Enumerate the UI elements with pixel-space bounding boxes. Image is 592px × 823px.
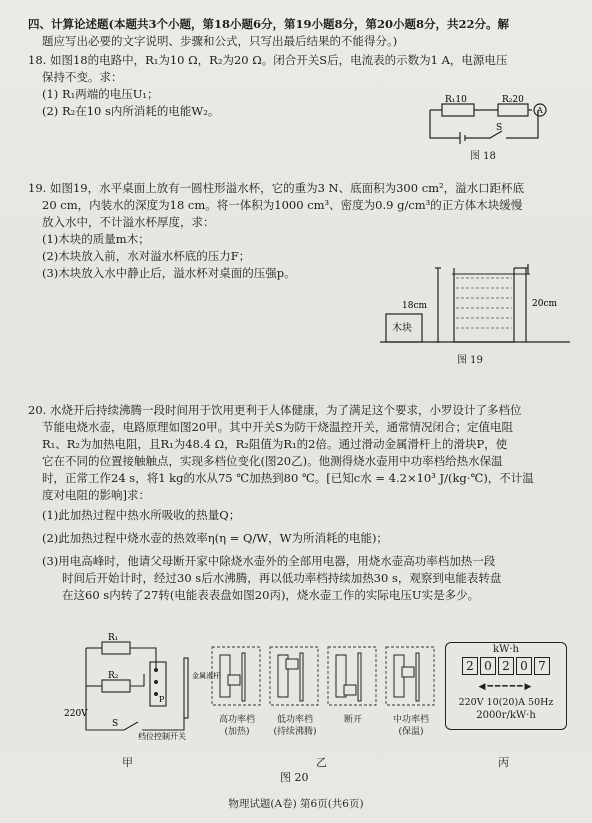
gear-name: 中功率档 bbox=[392, 715, 429, 725]
fig19-20cm-label: 20cm bbox=[532, 299, 558, 309]
q19-line1: 19. 如图19，水平桌面上放有一圆柱形溢水杯，它的重为3 N、底面积为300 cm²，溢水口距杯底 bbox=[28, 181, 525, 195]
q19-sub1: (1)木块的质量m木； bbox=[42, 232, 150, 246]
q20-sub2: (2)此加热过程中烧水壶的热效率η(η = Q/W，W为所消耗的电能)； bbox=[42, 531, 388, 545]
q18-sub2: (2) R₂在10 s内所消耗的电能W₂。 bbox=[42, 104, 220, 118]
figure-19-caption: 图 19 bbox=[457, 355, 483, 366]
q20-line2: 节能电烧水壶，电路原理如图20甲。其中开关S为防干烧温控开关，通常情况闭合；定值电阻 bbox=[42, 420, 514, 434]
fig18-r1-label: R₁10 bbox=[445, 95, 467, 105]
meter-digit: 0 bbox=[480, 657, 496, 675]
fig20-r1-label: R₁ bbox=[108, 633, 119, 643]
fig18-r2-label: R₂20 bbox=[502, 95, 524, 105]
figure-20-caption: 图 20 bbox=[280, 771, 309, 784]
meter-digit: 2 bbox=[498, 657, 514, 675]
q20-sub1: (1)此加热过程中热水所吸收的热量Q； bbox=[42, 508, 241, 522]
figure-20-bing-meter bbox=[445, 642, 567, 730]
gear-name: 高功率档 bbox=[218, 715, 255, 725]
fig20-s-label: S bbox=[112, 719, 119, 729]
gear-label bbox=[208, 714, 266, 738]
meter-unit: kW·h bbox=[493, 644, 519, 655]
q20-line3: R₁、R₂为加热电阻，且R₁为48.4 Ω，R₂阻值为R₁的2倍。通过滑动金属滑杆上的滑块P，使 bbox=[42, 437, 508, 451]
fig20-r2-label: R₂ bbox=[108, 671, 119, 681]
meter-spec: 220V 10(20)A 50Hz bbox=[458, 697, 554, 708]
q19-line3: 放入水中，不计溢水杯厚度，求： bbox=[42, 215, 215, 229]
gear-slider-p bbox=[402, 667, 414, 677]
meter-digits bbox=[446, 657, 566, 675]
fig20-switch-label: 档位控制开关 bbox=[138, 732, 186, 741]
gear-labels bbox=[208, 714, 440, 750]
q20-line5: 时，正常工作24 s，将1 kg的水从75 ℃加热到80 ℃。[已知c水 = 4.2×10³ J/(kg·℃)，不计温 bbox=[42, 471, 534, 485]
fig20-p-label: P bbox=[159, 695, 165, 704]
q18-line1: 18. 如图18的电路中，R₁为10 Ω，R₂为20 Ω。闭合开关S后，电流表的示数为1 A，电源电压 bbox=[28, 53, 508, 67]
gear-slider-p bbox=[344, 685, 356, 695]
q20-sub3a: (3)用电高峰时，他请父母断开家中除烧水壶外的全部用电器，用烧水壶高功率档加热一段 bbox=[42, 554, 496, 568]
gear-diagrams bbox=[208, 645, 440, 709]
gear-slider-bar bbox=[300, 653, 303, 701]
figure-20-jia-circuit bbox=[64, 633, 220, 741]
q19-sub3: (3)木块放入水中静止后，溢水杯对桌面的压强p。 bbox=[42, 266, 296, 280]
q20-sub3c: 在这60 s内转了27转(电能表表盘如图20丙)，烧水壶工作的实际电压U实是多少。 bbox=[62, 588, 480, 602]
gear-slider-bar bbox=[416, 653, 419, 701]
figure-20-yi-gears bbox=[208, 645, 440, 745]
label-yi: 乙 bbox=[316, 756, 327, 769]
section-heading bbox=[28, 16, 562, 50]
fig18-ammeter-label: A bbox=[537, 106, 543, 115]
section-title-cont: 题应写出必要的文字说明、步骤和公式，只写出最后结果的不能得分。) bbox=[42, 34, 398, 48]
section-title: 四、计算论述题(本题共3个小题，第18小题6分，第19小题8分，第20小题8分，共22分。解 bbox=[28, 17, 509, 31]
label-jia: 甲 bbox=[122, 756, 133, 769]
gear-box bbox=[328, 647, 376, 705]
gear-name: 断开 bbox=[343, 715, 362, 725]
gear-slider-bar bbox=[242, 653, 245, 701]
fig20-220v-label: 220V bbox=[64, 709, 88, 719]
gear-note: (保温) bbox=[398, 727, 424, 737]
page-footer: 物理试题(A卷) 第6页(共6页) bbox=[228, 798, 364, 810]
meter-disc-icon: ◀━━━━━▶ bbox=[478, 682, 534, 692]
gear-slider-p bbox=[286, 659, 298, 669]
figure-19-overflow-cup bbox=[380, 238, 570, 350]
question-20 bbox=[28, 402, 562, 604]
q20-sub3b: 时间后开始计时，经过30 s后水沸腾，再以低功率档持续加热30 s，观察到电能表转盘 bbox=[62, 571, 502, 585]
q18-sub1: (1) R₁两端的电压U₁； bbox=[42, 87, 159, 101]
label-bing: 丙 bbox=[498, 756, 509, 769]
meter-digit: 7 bbox=[534, 657, 550, 675]
fig20-slider-label: 金属滑杆 bbox=[192, 672, 220, 680]
gear-label bbox=[266, 714, 324, 738]
gear-name: 低功率档 bbox=[276, 715, 313, 725]
gear-label bbox=[324, 714, 382, 726]
gear-slider-p bbox=[228, 675, 240, 685]
meter-digit: 2 bbox=[462, 657, 478, 675]
fig19-18cm-label: 18cm bbox=[402, 301, 428, 311]
fig18-switch-label: S bbox=[496, 123, 503, 133]
figure-18-circuit bbox=[420, 88, 560, 148]
q20-line4: 它在不同的位置接触触点，实现多档位变化(图20乙)。他测得烧水壶用中功率档给热水保温 bbox=[42, 454, 503, 468]
gear-box bbox=[270, 647, 318, 705]
meter-digit: 0 bbox=[516, 657, 532, 675]
q19-sub2: (2)木块放入前，水对溢水杯底的压力F； bbox=[42, 249, 251, 263]
meter-rate: 2000r/kW·h bbox=[476, 710, 536, 721]
figure-18-caption: 图 18 bbox=[470, 151, 496, 162]
q20-line6: 度对电阻的影响]求： bbox=[42, 488, 150, 502]
q18-line2: 保持不变。求： bbox=[42, 70, 123, 84]
gear-note: (持续沸腾) bbox=[273, 727, 317, 737]
q19-line2: 20 cm，内装水的深度为18 cm。将一体积为1000 cm³、密度为0.9 g/cm³的正方体木块缓慢 bbox=[42, 198, 523, 212]
gear-label bbox=[382, 714, 440, 738]
q20-line1: 20. 水烧开后持续沸腾一段时间用于饮用更利于人体健康，为了满足这个要求，小罗设计了多档位 bbox=[28, 403, 522, 417]
fig19-block-label: 木块 bbox=[392, 323, 412, 334]
gear-note: (加热) bbox=[224, 727, 250, 737]
gear-slider-bar bbox=[358, 653, 361, 701]
